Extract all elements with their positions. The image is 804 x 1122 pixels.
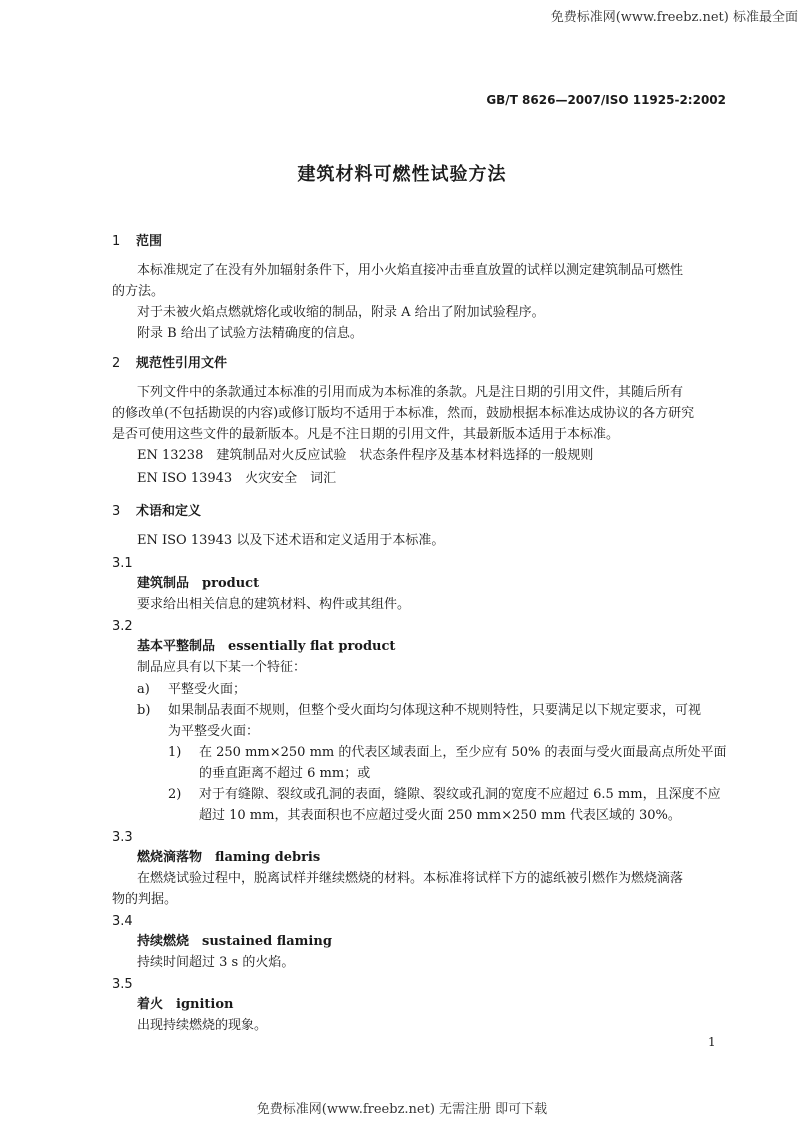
clause-3-3-number: 3.3	[112, 830, 133, 845]
section-2-paragraph-line-2: 的修改单(不包括勘误的内容)或修订版均不适用于本标准，然而，鼓励根据本标准达成协议的各方研究	[112, 406, 695, 421]
sub-item-2-line-1: 对于有缝隙、裂纹或孔洞的表面，缝隙、裂纹或孔洞的宽度不应超过 6.5 mm，且深度不应	[199, 787, 721, 802]
section-3-heading: 术语和定义	[136, 504, 202, 519]
clause-3-4-definition: 持续时间超过 3 s 的火焰。	[137, 955, 295, 970]
section-1-paragraph-2: 对于未被火焰点燃就熔化或收缩的制品，附录 A 给出了附加试验程序。	[137, 305, 545, 320]
section-2-number: 2	[112, 356, 121, 371]
clause-3-5-term: 着火 ignition	[137, 997, 234, 1012]
item-b-line-1: 如果制品表面不规则，但整个受火面均匀体现这种不规则特性，只要满足以下规定要求，可视	[168, 703, 702, 718]
clause-3-2-number: 3.2	[112, 619, 133, 634]
item-a-marker: a)	[137, 682, 150, 697]
sub-item-1-line-2: 的垂直距离不超过 6 mm；或	[199, 766, 371, 781]
clause-3-4-term: 持续燃烧 sustained flaming	[137, 934, 332, 949]
sub-item-1-marker: 1)	[168, 745, 182, 760]
clause-3-3-definition-line-1: 在燃烧试验过程中，脱离试样并继续燃烧的材料。本标准将试样下方的滤纸被引燃作为燃烧滴落	[137, 871, 684, 886]
section-1-paragraph-3: 附录 B 给出了试验方法精确度的信息。	[137, 326, 363, 341]
standard-code: GB/T 8626—2007/ISO 11925-2:2002	[486, 93, 726, 107]
clause-3-5-definition: 出现持续燃烧的现象。	[137, 1018, 268, 1033]
page-title: 建筑材料可燃性试验方法	[297, 164, 507, 185]
reference-en-13238: EN 13238 建筑制品对火反应试验 状态条件程序及基本材料选择的一般规则	[137, 448, 594, 463]
section-1-paragraph-1-line-2: 的方法。	[112, 284, 165, 299]
page-number: 1	[708, 1035, 716, 1049]
section-2-paragraph-line-3: 是否可使用这些文件的最新版本。凡是不注日期的引用文件，其最新版本适用于本标准。	[112, 427, 620, 442]
section-3-intro: EN ISO 13943 以及下述术语和定义适用于本标准。	[137, 533, 445, 548]
sub-item-2-line-2: 超过 10 mm，其表面积也不应超过受火面 250 mm×250 mm 代表区域的 30%。	[199, 808, 681, 823]
clause-3-3-term: 燃烧滴落物 flaming debris	[137, 850, 321, 865]
section-3-number: 3	[112, 504, 121, 519]
watermark-bottom: 免费标准网(www.freebz.net) 无需注册 即可下载	[256, 1102, 548, 1117]
section-1-number: 1	[112, 234, 121, 249]
clause-3-1-definition: 要求给出相关信息的建筑材料、构件或其组件。	[137, 597, 411, 612]
clause-3-4-number: 3.4	[112, 914, 133, 929]
watermark-top: 免费标准网(www.freebz.net) 标准最全面	[550, 10, 798, 25]
item-b-line-2: 为平整受火面：	[168, 724, 260, 739]
clause-3-1-term: 建筑制品 product	[137, 576, 260, 591]
clause-3-5-number: 3.5	[112, 977, 133, 992]
item-b-marker: b)	[137, 703, 151, 718]
sub-item-1-line-1: 在 250 mm×250 mm 的代表区域表面上，至少应有 50% 的表面与受火面最高点所处平面	[199, 745, 727, 760]
clause-3-3-definition-line-2: 物的判据。	[112, 892, 178, 907]
section-1-paragraph-1-line-1: 本标准规定了在没有外加辐射条件下，用小火焰直接冲击垂直放置的试样以测定建筑制品可燃性	[137, 263, 684, 278]
clause-3-2-term: 基本平整制品 essentially flat product	[137, 639, 396, 654]
section-2-heading: 规范性引用文件	[136, 356, 228, 371]
clause-3-2-definition: 制品应具有以下某一个特征：	[137, 660, 307, 675]
sub-item-2-marker: 2)	[168, 787, 182, 802]
clause-3-1-number: 3.1	[112, 556, 133, 571]
section-2-paragraph-line-1: 下列文件中的条款通过本标准的引用而成为本标准的条款。凡是注日期的引用文件，其随后所有	[137, 385, 684, 400]
reference-en-iso-13943: EN ISO 13943 火灾安全 词汇	[137, 471, 337, 486]
section-1-heading: 范围	[136, 234, 163, 249]
item-a-text: 平整受火面；	[168, 682, 247, 697]
